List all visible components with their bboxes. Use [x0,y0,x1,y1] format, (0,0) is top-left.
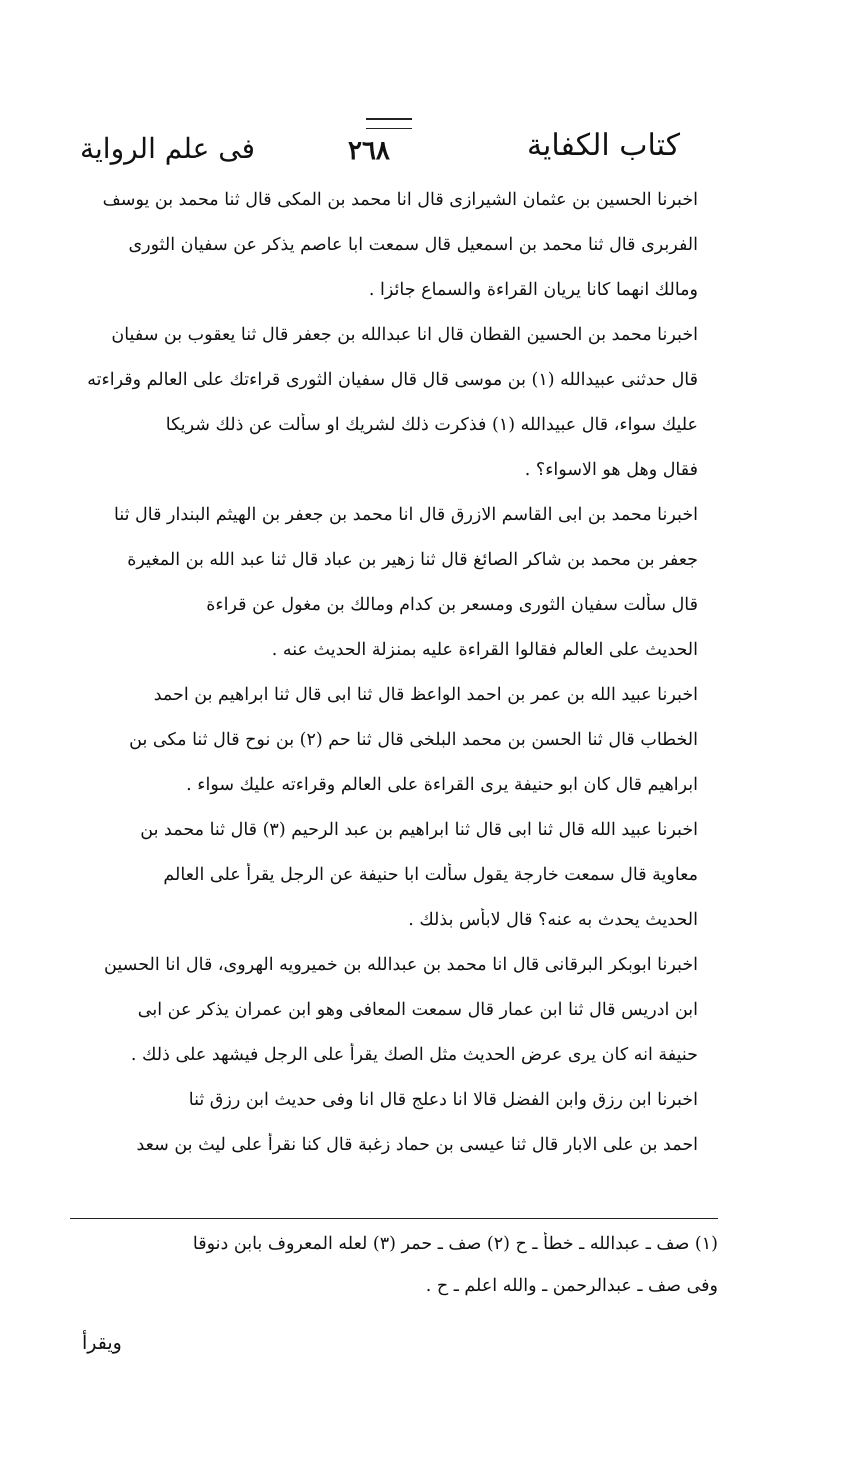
text-line: الحديث يحدث به عنه؟ قال لابأس بذلك . [408,910,698,930]
paragraph [62,1088,698,1157]
section-title: فى علم الرواية [80,132,255,165]
text-line: جعفر بن محمد بن شاكر الصائغ قال ثنا زهير بن عباد قال ثنا عبد الله بن المغيرة [127,550,698,570]
page-header [80,118,680,178]
footnote-line: (١) صف ـ عبدالله ـ خطأ ـ ح (٢) صف ـ حمر (٣) لعله المعروف بابن دنوقا [192,1234,718,1254]
text-line: اخبرنا ابن رزق وابن الفضل قالا انا دعلج قال انا وفى حديث ابن رزق ثنا [188,1090,698,1110]
page-number-ornament [366,118,412,129]
paragraph [62,683,698,797]
text-line: اخبرنا ابوبكر البرقانى قال انا محمد بن عبدالله بن خميرويه الهروى، قال انا الحسين [104,955,698,975]
text-line: اخبرنا محمد بن ابى القاسم الازرق قال انا محمد بن جعفر بن الهيثم البندار قال ثنا [114,505,698,525]
footnotes [70,1232,718,1316]
book-title: كتاب الكفاية [526,128,680,163]
text-line: عليك سواء، قال عبيدالله (١) فذكرت ذلك لشريك او سألت عن ذلك شريكا [165,415,698,435]
text-line: ومالك انهما كانا يريان القراءة والسماع جائزا . [368,280,698,300]
text-line: قال سألت سفيان الثورى ومسعر بن كدام ومالك بن مغول عن قراءة [206,595,698,615]
paragraph [62,188,698,302]
paragraph [62,323,698,482]
catchword: ويقرأ [82,1332,122,1354]
paragraph [62,818,698,932]
text-line: حنيفة انه كان يرى عرض الحديث مثل الصك يقرأ على الرجل فيشهد على ذلك . [130,1045,698,1065]
paragraph [62,503,698,662]
text-line: اخبرنا الحسين بن عثمان الشيرازى قال انا محمد بن المكى قال ثنا محمد بن يوسف [102,190,698,210]
footnote-rule [70,1218,718,1219]
paragraph [62,953,698,1067]
page-number: ٢٦٨ [348,136,390,166]
text-line: اخبرنا عبيد الله بن عمر بن احمد الواعظ قال ثنا ابى قال ثنا ابراهيم بن احمد [153,685,698,705]
main-text [62,188,698,1178]
text-line: اخبرنا محمد بن الحسين القطان قال انا عبدالله بن جعفر قال ثنا يعقوب بن سفيان [111,325,698,345]
text-line: قال حدثنى عبيدالله (١) بن موسى قال قال سفيان الثورى قراءتك على العالم وقراءته [87,370,698,390]
text-line: ابراهيم قال كان ابو حنيفة يرى القراءة على العالم وقراءته عليك سواء . [186,775,698,795]
text-line: فقال وهل هو الاسواء؟ . [524,460,698,480]
text-line: احمد بن على الابار قال ثنا عيسى بن حماد زغبة قال كنا نقرأ على ليث بن سعد [136,1135,698,1155]
text-line: اخبرنا عبيد الله قال ثنا ابى قال ثنا ابراهيم بن عبد الرحيم (٣) قال ثنا محمد بن [140,820,698,840]
text-line: معاوية قال سمعت خارجة يقول سألت ابا حنيفة عن الرجل يقرأ على العالم [163,865,698,885]
text-line: الفربرى قال ثنا محمد بن اسمعيل قال سمعت ابا عاصم يذكر عن سفيان الثورى [128,235,698,255]
text-line: الحديث على العالم فقالوا القراءة عليه بمنزلة الحديث عنه . [271,640,698,660]
text-line: ابن ادريس قال ثنا ابن عمار قال سمعت المعافى وهو ابن عمران يذكر عن ابى [137,1000,698,1020]
text-line: الخطاب قال ثنا الحسن بن محمد البلخى قال ثنا حم (٢) بن نوح قال ثنا مكى بن [129,730,698,750]
footnote-line: وفى صف ـ عبدالرحمن ـ والله اعلم ـ ح . [425,1276,718,1296]
